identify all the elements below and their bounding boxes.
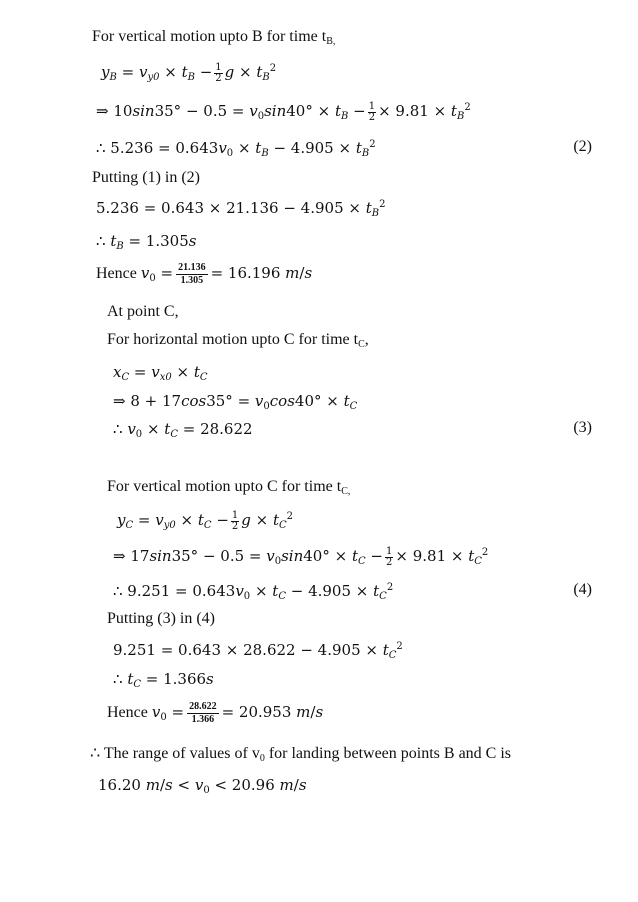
hence-v0-c: Hence $v_0$ = $\frac{28.622}{1.366}$ = 20.953 m/s — [107, 701, 324, 725]
eq-yb-general: $y_B = v_{y0} \times t_B$ − $\frac{1}{2}$ $g \times t_B^2$ — [101, 61, 277, 84]
eq-tc-result: ∴ $t_C = 1.366s$ — [113, 670, 214, 690]
at-point-c: At point C, — [107, 303, 179, 320]
hence-label: Hence — [107, 704, 148, 722]
putting-1-in-2: Putting (1) in (2) — [92, 169, 200, 186]
eq-b-put: $5.236 = 0.643 \times 21.136 - 4.905 \times t_B^2$ — [96, 199, 386, 219]
conclusion-text: ∴ The range of values of $v_0$ for landing between points B and C is — [90, 745, 512, 764]
conclusion-range: 16.20 $m/s < v_0 < 20.96$ m/s — [98, 776, 307, 796]
equation-number-2: (2) — [573, 138, 592, 155]
heading-vertical-b: For vertical motion upto B for time $t_{B,}$ — [92, 28, 336, 47]
fraction-b: $\frac{21.136}{1.305}$ — [178, 262, 206, 286]
fraction-c: $\frac{28.622}{1.366}$ — [189, 701, 217, 725]
eq-yc-simplified: ∴ $9.251 = 0.643v_0 \times t_C - 4.905 \times t_C^2$ — [113, 582, 394, 602]
eq-yc-general: $y_C = v_{y0} \times t_C$ − $\frac{1}{2}$ $g \times t_C^2$ — [117, 509, 294, 532]
heading-vertical-c: For vertical motion upto C for time $t_{C,}$ — [107, 478, 351, 497]
eq-xc-general: $x_C = v_{x0} \times t_C$ — [113, 363, 208, 383]
eq-tb-result: ∴ $t_B = 1.305s$ — [96, 232, 197, 252]
eq-xc-result: ∴ $v_0 \times t_C = 28.622$ — [113, 420, 253, 440]
eq-c-put: $9.251 = 0.643 \times 28.622 - 4.905 \times t_C^2$ — [113, 641, 403, 661]
hence-v0-b: Hence $v_0$ = $\frac{21.136}{1.305}$ = 16.196 m/s — [96, 262, 313, 286]
eq-xc-substituted: ⇒ $8 + 17\cos 35^\circ = v_0\cos 40^\circ \times t_C$ — [113, 392, 358, 412]
equation-number-4: (4) — [573, 581, 592, 598]
eq-yc-substituted: ⇒ $17\sin 35^\circ - 0.5 = v_0\sin 40^\circ \times t_C$ − $\frac{1}{2}$ × $9.81 \times t_C^2$ — [113, 545, 489, 568]
eq-yb-simplified: ∴ $5.236 = 0.643v_0 \times t_B - 4.905 \times t_B^2$ — [96, 139, 376, 159]
equation-number-3: (3) — [573, 419, 592, 436]
eq-yb-substituted: ⇒ $10\sin 35^\circ - 0.5 = v_0\sin 40^\circ \times t_B$ − $\frac{1}{2}$ × $9.81 \times t_B^2$ — [96, 100, 471, 123]
putting-3-in-4: Putting (3) in (4) — [107, 610, 215, 627]
heading-horizontal-c: For horizontal motion upto C for time $t_C$, — [107, 331, 369, 350]
hence-label: Hence — [96, 265, 137, 283]
